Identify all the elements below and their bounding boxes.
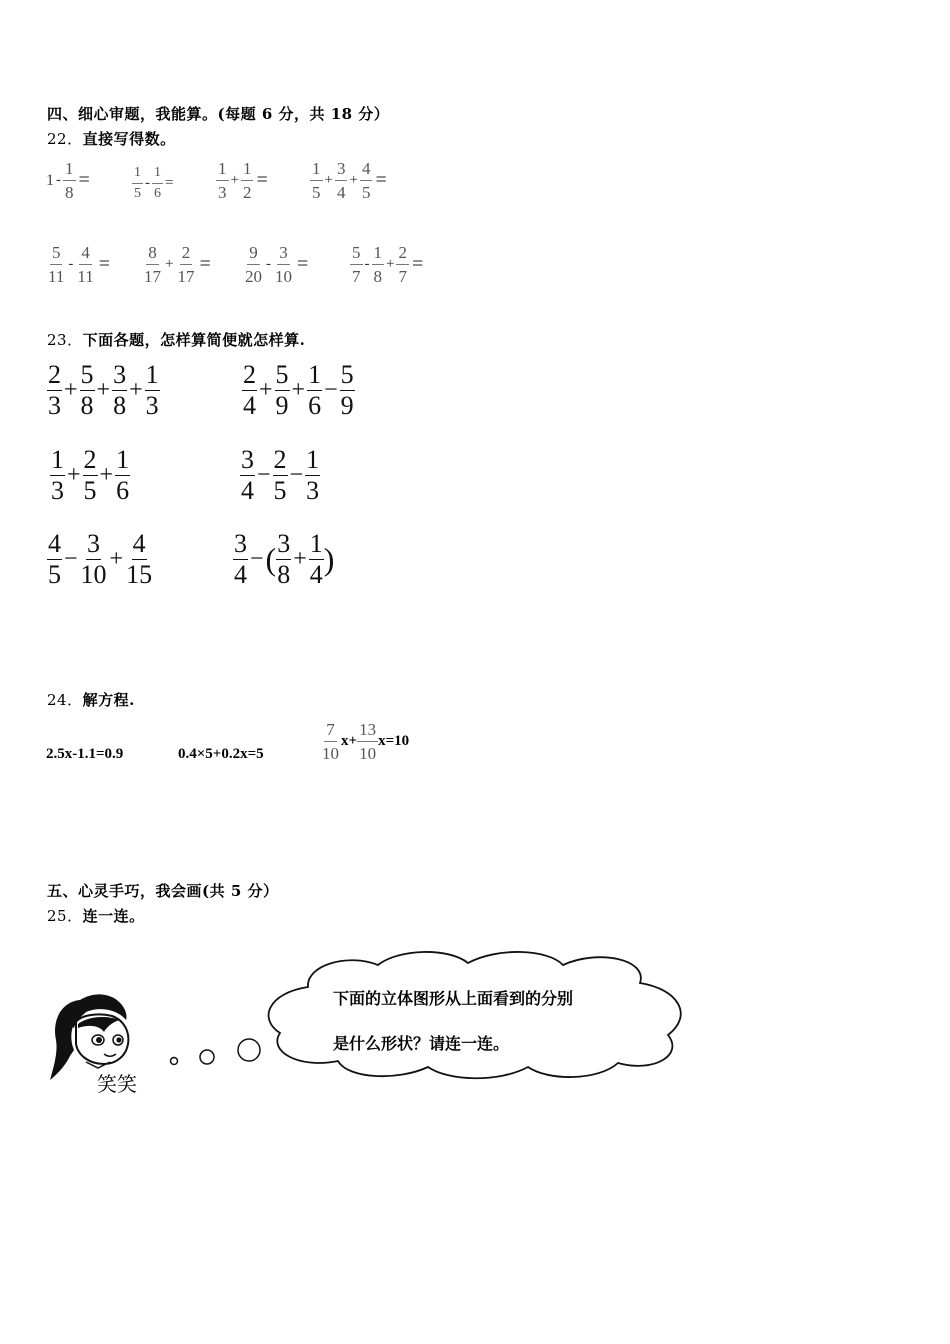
q22-r1-e1 [46, 160, 90, 201]
operator: − [64, 546, 78, 572]
fraction: $\frac{1}{2}$ [242, 159, 252, 202]
girl-name-label: 笑笑 [97, 1072, 137, 1096]
operator: + [349, 172, 358, 188]
q22-r2-e3 [243, 244, 308, 285]
operator: − [324, 377, 338, 403]
fraction: $\frac{2}{5}$ [273, 445, 287, 505]
fraction: $\frac{5}{8}$ [80, 360, 94, 420]
equals-sign: = [98, 253, 111, 275]
fraction: $\frac{1}{4}$ [309, 529, 323, 589]
q23-problem-3 [50, 447, 130, 504]
fraction: 9 20 [245, 243, 262, 286]
operator: + [230, 172, 239, 188]
fraction: $\frac{1}{6}$ [308, 360, 322, 420]
fraction: $\frac{3}{10}$ [80, 529, 107, 589]
fraction: $\frac{2}{7}$ [398, 243, 407, 286]
q24-heading [47, 689, 135, 710]
operator: - [266, 256, 271, 272]
q23-problem-5 [47, 531, 153, 588]
fraction: $\frac{5}{9}$ [340, 360, 354, 420]
fraction: 1 3 [218, 159, 227, 202]
operator: - [145, 175, 150, 191]
q24-text: 解方程. [82, 691, 135, 709]
equals-sign: = [165, 175, 174, 191]
operator: + [99, 462, 114, 488]
equals-sign: = [411, 253, 424, 275]
operator: + [259, 377, 273, 403]
q22-r1-e2 [132, 166, 175, 201]
fraction: 3 4 [241, 445, 254, 505]
fraction: $\frac{4}{15}$ [126, 529, 153, 589]
bubble-text-line2: 是什么形状？请连一连。 [333, 1034, 510, 1053]
operator: + [386, 256, 395, 272]
fraction: 1 3 [51, 445, 64, 505]
equals-sign: = [199, 253, 211, 275]
fraction: $\frac{1}{8}$ [65, 159, 74, 202]
fraction: $\frac{3}{8}$ [113, 360, 127, 420]
fraction: 2 4 [243, 360, 256, 420]
operator: + [165, 256, 174, 272]
q22-heading [47, 128, 176, 149]
operator: + [324, 172, 333, 188]
operator: + [96, 377, 111, 403]
fraction: 5 11 [48, 243, 65, 286]
equation-1: 2.5x-1.1=0.9 [46, 746, 124, 762]
section5-title: 五、心灵手巧，我会画(共 5 分） [47, 882, 279, 900]
right-paren: ) [323, 541, 335, 577]
equals-sign: = [256, 169, 268, 191]
left-paren: ( [265, 541, 277, 577]
operator: - [56, 172, 61, 188]
q23-heading [47, 329, 305, 350]
fraction: 1 5 [134, 165, 141, 201]
operator: − [289, 462, 304, 488]
bubble-text-line1: 下面的立体图形从上面看到的分别 [333, 989, 574, 1008]
q23-problem-4 [240, 447, 320, 504]
thought-dot-large [238, 1039, 260, 1061]
fraction: $\frac{1}{6}$ [154, 165, 161, 201]
fraction: $\frac{3}{4}$ [336, 159, 346, 202]
fraction: $\frac{3}{10}$ [275, 243, 292, 286]
q22-r2-e1 [46, 244, 110, 285]
fraction: $\frac{1}{3}$ [306, 445, 320, 505]
equals-sign: = [297, 253, 309, 275]
q25-text: 连一连。 [82, 907, 145, 925]
thought-dot-medium [200, 1050, 214, 1064]
fraction: $\frac{5}{9}$ [275, 360, 289, 420]
q23-text: 下面各题，怎样算简便就怎样算. [82, 331, 306, 349]
q22-r1-e4 [310, 160, 387, 201]
q25-number: 25． [47, 907, 83, 925]
section4-title: 四、细心审题，我能算。(每题 6 分，共 18 分） [47, 105, 390, 123]
fraction: 3 4 [234, 529, 247, 589]
equation-text: x+ [341, 733, 358, 749]
equals-sign: = [78, 169, 90, 191]
fraction: $\frac{13}{10}$ [359, 720, 377, 763]
operator: + [64, 377, 78, 403]
q24-number: 24． [47, 691, 83, 709]
fraction: $\frac{1}{3}$ [145, 360, 159, 420]
thought-dot-small [171, 1058, 178, 1065]
operator: + [109, 546, 124, 572]
q22-number: 22． [47, 130, 83, 148]
q25-heading [47, 905, 145, 926]
operator: + [67, 462, 81, 488]
operator: − [250, 546, 264, 572]
q22-r2-e2 [142, 244, 211, 285]
fraction: 2 3 [48, 360, 61, 420]
operator: − [257, 462, 271, 488]
fraction: 7 10 [322, 720, 339, 763]
equals-sign: = [375, 169, 387, 191]
fraction: $\frac{4}{11}$ [77, 243, 94, 286]
equation-text: x=10 [378, 733, 410, 749]
thought-cloud [258, 945, 698, 1085]
fraction: 5 7 [352, 243, 361, 286]
thought-dots [165, 1035, 265, 1075]
operator: + [293, 546, 307, 572]
whole-number: 1 [46, 171, 54, 189]
q23-number: 23． [47, 331, 83, 349]
equation-2: 0.4×5+0.2x=5 [178, 746, 264, 762]
q23-problem-1 [47, 362, 160, 419]
operator: - [68, 256, 74, 272]
operator: + [129, 377, 143, 403]
q23-problem-2 [242, 362, 355, 419]
q22-r1-e3 [216, 160, 268, 201]
fraction: 4 5 [48, 529, 61, 589]
fraction: 1 8 [373, 243, 382, 286]
fraction: $\frac{1}{6}$ [116, 445, 130, 505]
fraction: $\frac{2}{17}$ [177, 243, 195, 286]
fraction: 1 5 [312, 159, 321, 202]
equation-3 [320, 721, 409, 762]
operator: - [364, 256, 370, 272]
fraction: $\frac{4}{5}$ [361, 159, 371, 202]
q23-problem-6 [233, 531, 334, 588]
q22-r2-e4 [350, 244, 423, 285]
q22-text: 直接写得数。 [82, 130, 176, 148]
fraction: 8 17 [144, 243, 161, 286]
fraction: 3 8 [277, 529, 291, 589]
fraction: $\frac{2}{5}$ [83, 445, 97, 505]
operator: + [291, 377, 306, 403]
